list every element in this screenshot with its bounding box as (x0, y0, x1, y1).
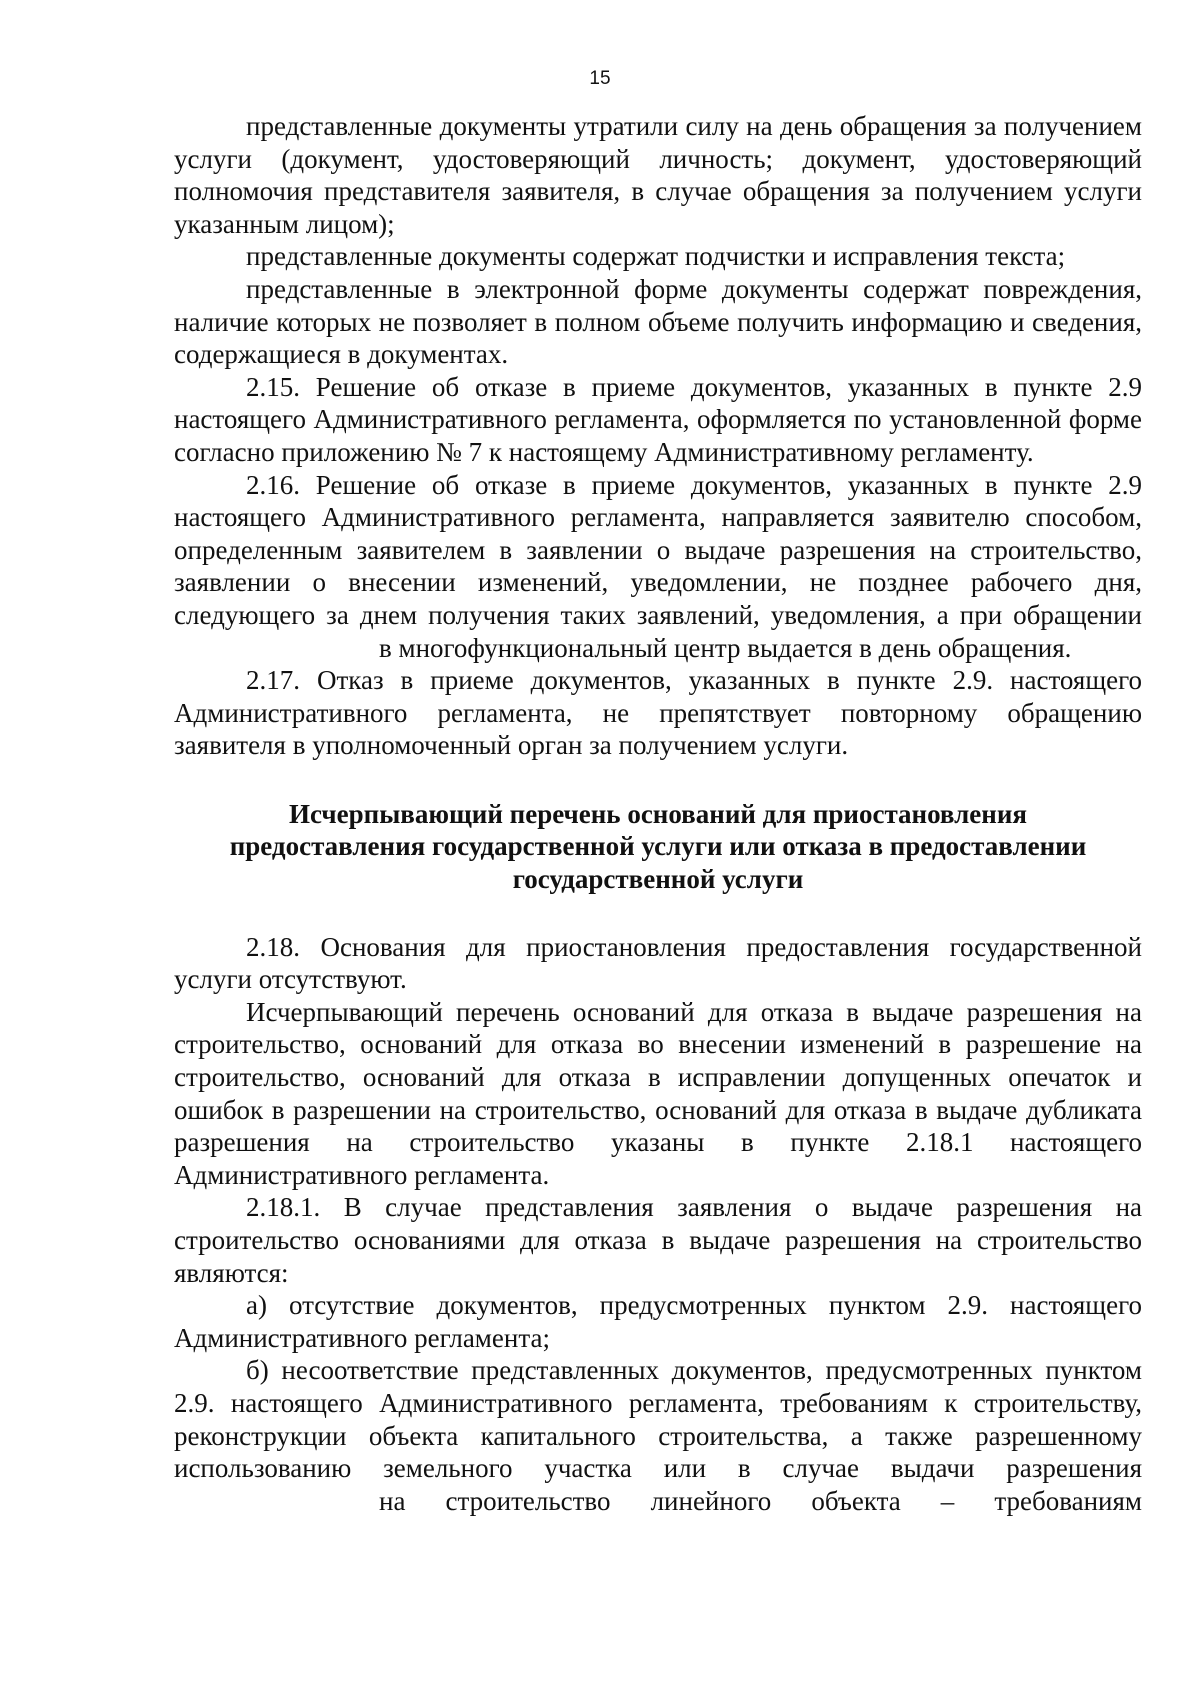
paragraph-2-16-part1: 2.16. Решение об отказе в приеме документов, указанных в пункте 2.9 настоящего Административного регламента, направляется заявителю способом, определенным заявителем в заявлении о выдаче разрешения на строительство, заявлении о внесении изменений, уведомлении, не позднее рабочего дня, следующего за днем получения таких заявлений, уведомления, а при обращении (174, 469, 1142, 630)
paragraph-documents-expired: представленные документы утратили силу на день обращения за получением услуги (документ, удостоверяющий личность; документ, удостоверяющий полномочия представителя заявителя, в случае обращения за получением услуги указанным лицом); (174, 111, 1142, 239)
section-heading (174, 798, 1142, 896)
section-heading-line: Исчерпывающий перечень оснований для приостановления (288, 798, 1028, 829)
list-item-b-part2: на строительство линейного объекта – требованиям (379, 1485, 1142, 1516)
paragraph-electronic-damage: представленные в электронной форме документы содержат повреждения, наличие которых не позволяет в полном объеме получить информацию и сведения, содержащиеся в документах. (174, 273, 1142, 370)
paragraph-2-18: 2.18. Основания для приостановления предоставления государственной услуги отсутствуют. (174, 931, 1142, 995)
paragraph-exhaustive-list: Исчерпывающий перечень оснований для отказа в выдаче разрешения на строительство, оснований для отказа во внесении изменений в разрешение на строительство, оснований для отказа в исправлении допущенных опечаток и ошибок в разрешении на строительство, оснований для отказа в выдаче дубликата разрешения на строительство указаны в пункте 2.18.1 настоящего Административного регламента. (174, 996, 1142, 1190)
section-heading-line: предоставления государственной услуги или отказа в предоставлении (229, 831, 1087, 862)
paragraph-documents-erasures: представленные документы содержат подчистки и исправления текста; (246, 241, 1066, 272)
section-heading-line: государственной услуги (512, 864, 804, 895)
list-item-b (174, 1354, 1142, 1517)
paragraph-2-16-part2: в многофункциональный центр выдается в день обращения. (379, 632, 1072, 663)
paragraph-2-18-1: 2.18.1. В случае представления заявления о выдаче разрешения на строительство основаниями для отказа в выдаче разрешения на строительство являются: (174, 1192, 1142, 1288)
list-item-a: а) отсутствие документов, предусмотренных пунктом 2.9. настоящего Административного регламента; (174, 1290, 1142, 1353)
paragraph-2-17: 2.17. Отказ в приеме документов, указанных в пункте 2.9. настоящего Административного регламента, не препятствует повторному обращению заявителя в уполномоченный орган за получением услуги. (174, 665, 1142, 761)
document-body (174, 110, 1142, 1517)
paragraph-2-15: 2.15. Решение об отказе в приеме документов, указанных в пункте 2.9 настоящего Административного регламента, оформляется по установленной форме согласно приложению № 7 к настоящему Административному регламенту. (174, 371, 1142, 467)
paragraph-2-16 (174, 469, 1142, 665)
page-number: 15 (589, 68, 611, 89)
list-item-b-part1: б) несоответствие представленных документов, предусмотренных пунктом 2.9. настоящего Административного регламента, требованиям к строительству, реконструкции объекта капитального строительства, а также разрешенному использованию земельного участка или в случае выдачи разрешения (174, 1355, 1142, 1484)
